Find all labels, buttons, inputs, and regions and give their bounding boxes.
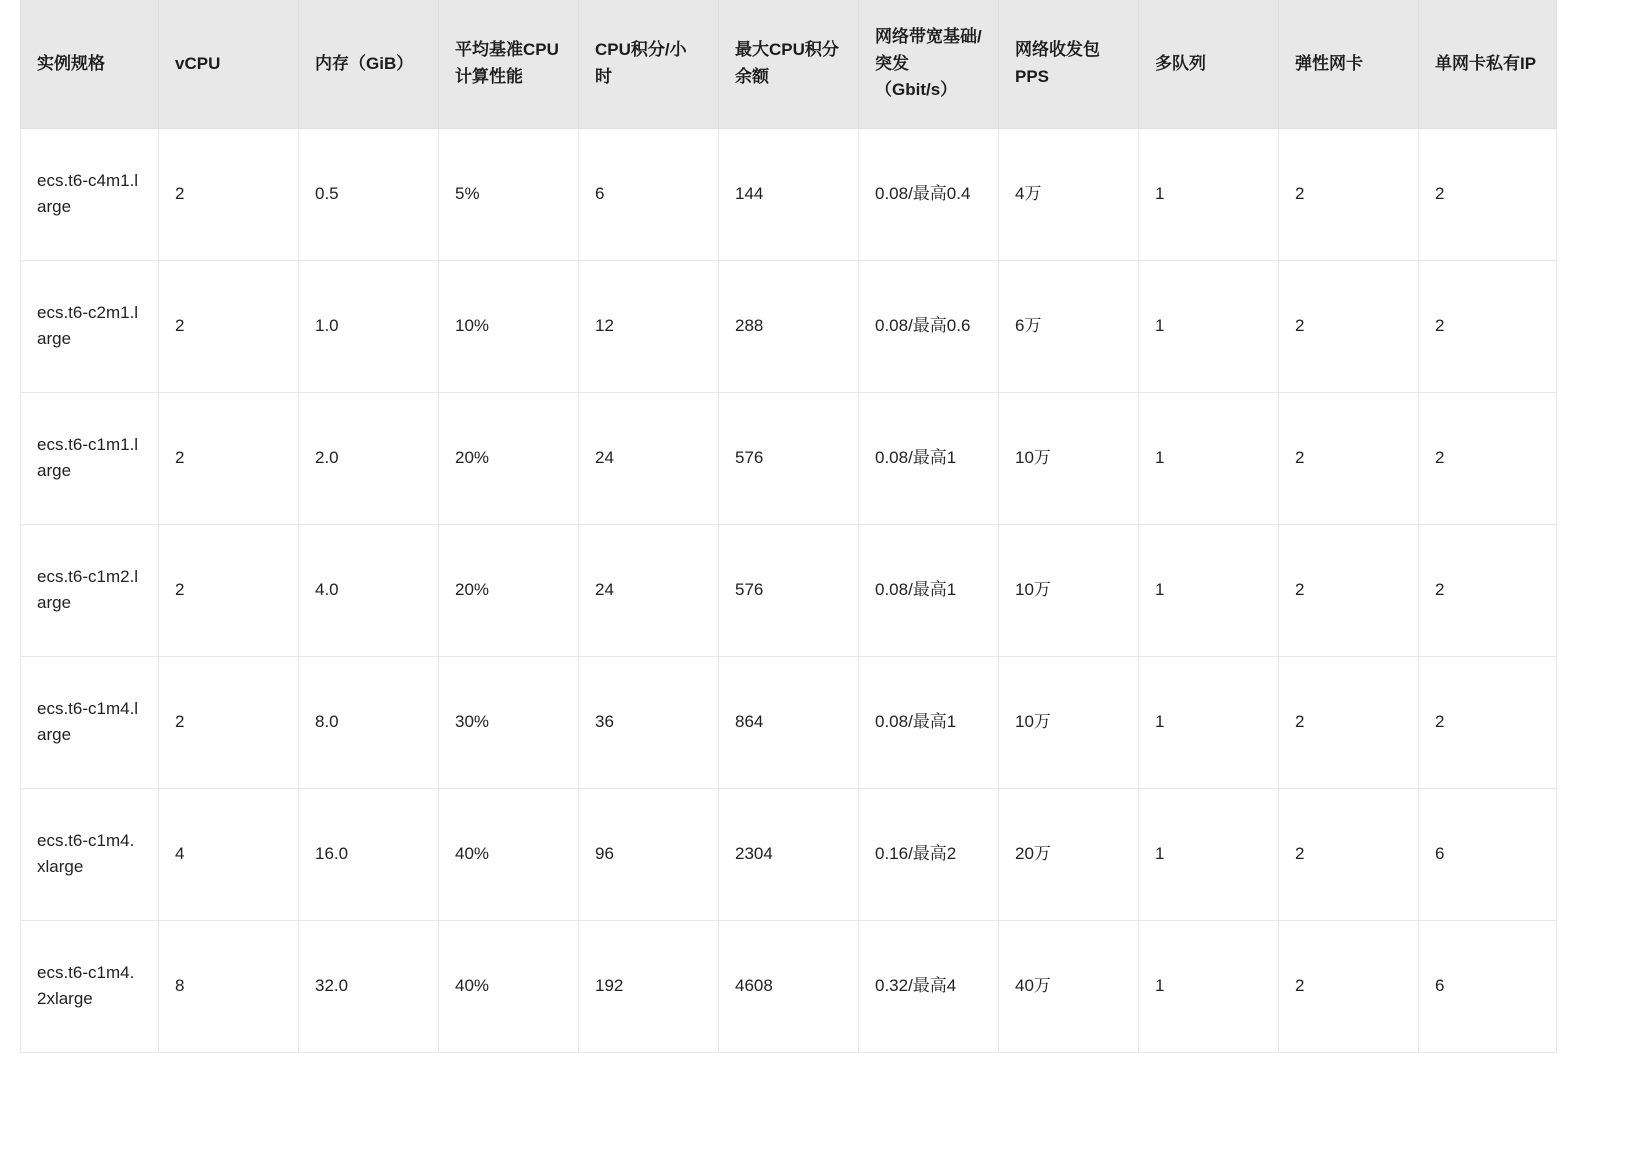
cell-bandwidth: 0.32/最高4	[859, 920, 999, 1052]
table-row	[21, 920, 1557, 1052]
cell-pps: 10万	[999, 392, 1139, 524]
cell-vcpu: 2	[159, 656, 299, 788]
cell-spec: ecs.t6-c2m1.large	[21, 260, 159, 392]
cell-private-ips: 2	[1419, 128, 1557, 260]
table-row	[21, 392, 1557, 524]
cell-max-credit-balance: 4608	[719, 920, 859, 1052]
cell-private-ips: 2	[1419, 656, 1557, 788]
table-row	[21, 788, 1557, 920]
cell-private-ips: 6	[1419, 788, 1557, 920]
column-header-spec: 实例规格	[21, 0, 159, 128]
cell-bandwidth: 0.08/最高0.6	[859, 260, 999, 392]
cell-enis: 2	[1279, 788, 1419, 920]
cell-baseline: 5%	[439, 128, 579, 260]
cell-spec: ecs.t6-c1m4.2xlarge	[21, 920, 159, 1052]
cell-memory: 0.5	[299, 128, 439, 260]
cell-spec: ecs.t6-c1m4.xlarge	[21, 788, 159, 920]
cell-memory: 32.0	[299, 920, 439, 1052]
cell-pps: 10万	[999, 524, 1139, 656]
cell-queues: 1	[1139, 260, 1279, 392]
cell-memory: 1.0	[299, 260, 439, 392]
cell-credits-per-hour: 96	[579, 788, 719, 920]
instance-spec-table	[20, 0, 1557, 1053]
cell-pps: 10万	[999, 656, 1139, 788]
cell-max-credit-balance: 864	[719, 656, 859, 788]
cell-vcpu: 2	[159, 260, 299, 392]
table-header-row	[21, 0, 1557, 128]
cell-private-ips: 2	[1419, 392, 1557, 524]
cell-private-ips: 2	[1419, 524, 1557, 656]
column-header-credits-per-hour: CPU积分/小时	[579, 0, 719, 128]
cell-enis: 2	[1279, 656, 1419, 788]
column-header-vcpu: vCPU	[159, 0, 299, 128]
cell-spec: ecs.t6-c4m1.large	[21, 128, 159, 260]
cell-spec: ecs.t6-c1m1.large	[21, 392, 159, 524]
cell-private-ips: 2	[1419, 260, 1557, 392]
column-header-elastic-nic: 弹性网卡	[1279, 0, 1419, 128]
cell-private-ips: 6	[1419, 920, 1557, 1052]
cell-pps: 6万	[999, 260, 1139, 392]
cell-baseline: 30%	[439, 656, 579, 788]
table-row	[21, 128, 1557, 260]
column-header-network-pps: 网络收发包PPS	[999, 0, 1139, 128]
cell-baseline: 40%	[439, 788, 579, 920]
table-row	[21, 656, 1557, 788]
cell-credits-per-hour: 6	[579, 128, 719, 260]
table-body	[21, 128, 1557, 1052]
column-header-memory: 内存（GiB）	[299, 0, 439, 128]
cell-enis: 2	[1279, 392, 1419, 524]
table-row	[21, 524, 1557, 656]
cell-memory: 16.0	[299, 788, 439, 920]
cell-enis: 2	[1279, 260, 1419, 392]
cell-credits-per-hour: 36	[579, 656, 719, 788]
cell-enis: 2	[1279, 920, 1419, 1052]
column-header-queues: 多队列	[1139, 0, 1279, 128]
cell-max-credit-balance: 2304	[719, 788, 859, 920]
cell-queues: 1	[1139, 788, 1279, 920]
table-row	[21, 260, 1557, 392]
cell-credits-per-hour: 24	[579, 524, 719, 656]
cell-queues: 1	[1139, 920, 1279, 1052]
cell-vcpu: 2	[159, 128, 299, 260]
cell-memory: 2.0	[299, 392, 439, 524]
cell-memory: 8.0	[299, 656, 439, 788]
cell-bandwidth: 0.08/最高1	[859, 656, 999, 788]
cell-credits-per-hour: 192	[579, 920, 719, 1052]
cell-queues: 1	[1139, 656, 1279, 788]
cell-queues: 1	[1139, 392, 1279, 524]
column-header-private-ip: 单网卡私有IP	[1419, 0, 1557, 128]
cell-queues: 1	[1139, 524, 1279, 656]
table-header	[21, 0, 1557, 128]
column-header-max-credit-balance: 最大CPU积分余额	[719, 0, 859, 128]
cell-pps: 4万	[999, 128, 1139, 260]
cell-bandwidth: 0.08/最高0.4	[859, 128, 999, 260]
cell-bandwidth: 0.08/最高1	[859, 392, 999, 524]
cell-vcpu: 2	[159, 392, 299, 524]
cell-baseline: 10%	[439, 260, 579, 392]
column-header-network-bandwidth: 网络带宽基础/突发（Gbit/s）	[859, 0, 999, 128]
cell-max-credit-balance: 576	[719, 392, 859, 524]
cell-queues: 1	[1139, 128, 1279, 260]
cell-max-credit-balance: 288	[719, 260, 859, 392]
cell-max-credit-balance: 576	[719, 524, 859, 656]
cell-memory: 4.0	[299, 524, 439, 656]
cell-pps: 20万	[999, 788, 1139, 920]
column-header-baseline-cpu: 平均基准CPU计算性能	[439, 0, 579, 128]
cell-max-credit-balance: 144	[719, 128, 859, 260]
cell-baseline: 20%	[439, 392, 579, 524]
cell-spec: ecs.t6-c1m4.large	[21, 656, 159, 788]
cell-baseline: 40%	[439, 920, 579, 1052]
cell-baseline: 20%	[439, 524, 579, 656]
cell-credits-per-hour: 24	[579, 392, 719, 524]
cell-pps: 40万	[999, 920, 1139, 1052]
cell-vcpu: 2	[159, 524, 299, 656]
cell-enis: 2	[1279, 524, 1419, 656]
cell-spec: ecs.t6-c1m2.large	[21, 524, 159, 656]
cell-enis: 2	[1279, 128, 1419, 260]
cell-credits-per-hour: 12	[579, 260, 719, 392]
cell-bandwidth: 0.16/最高2	[859, 788, 999, 920]
cell-vcpu: 8	[159, 920, 299, 1052]
cell-vcpu: 4	[159, 788, 299, 920]
cell-bandwidth: 0.08/最高1	[859, 524, 999, 656]
